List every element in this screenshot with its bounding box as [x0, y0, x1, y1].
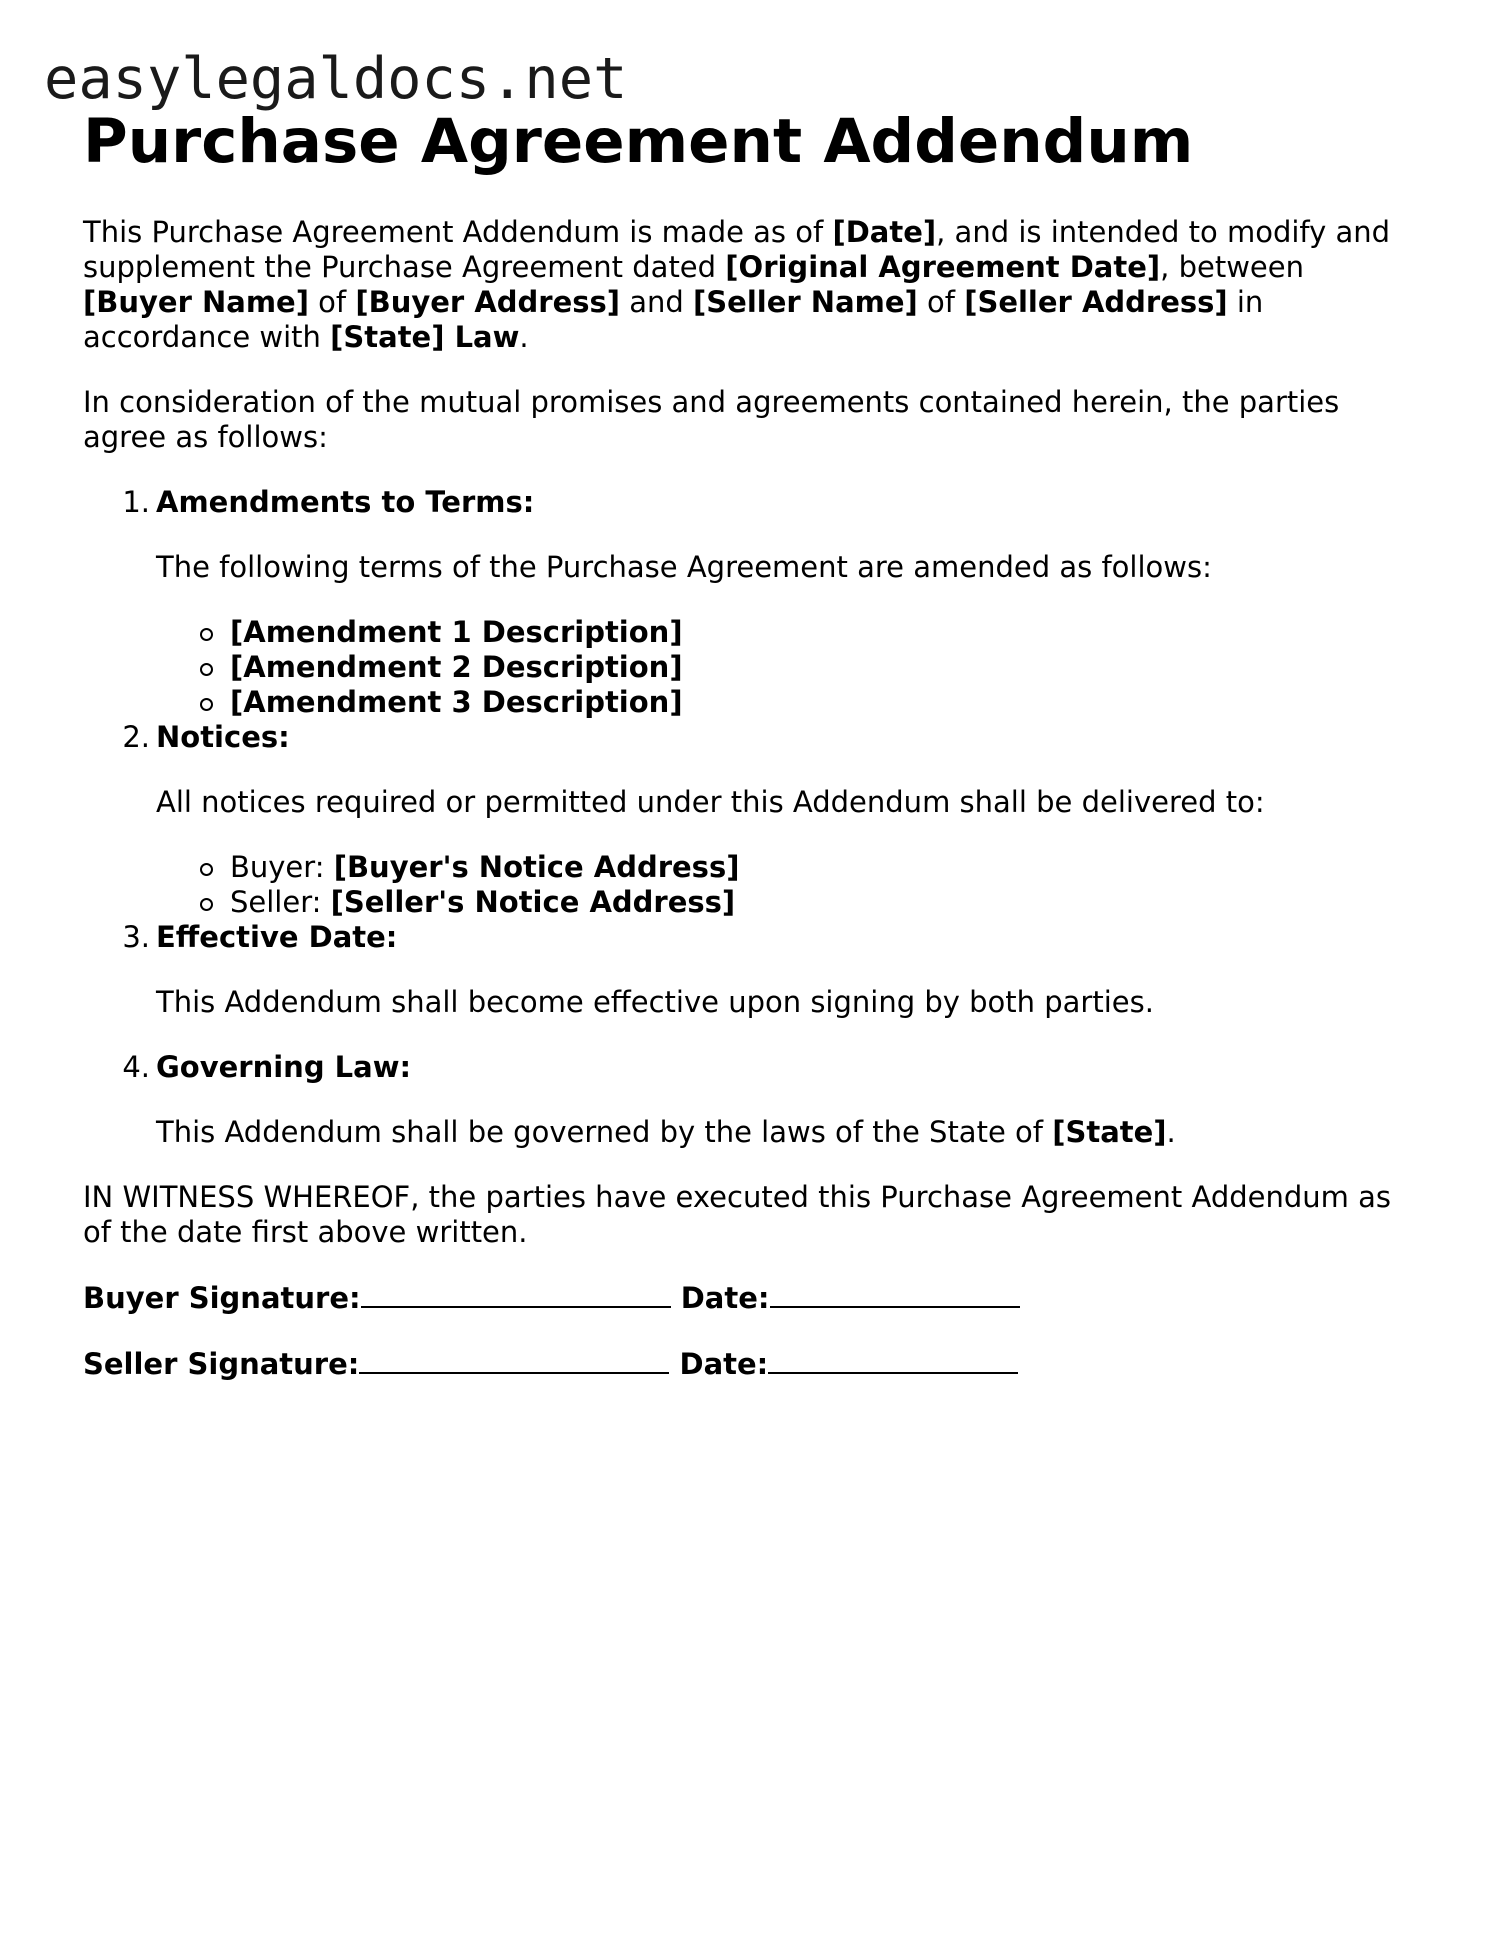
intro-text: . — [519, 320, 529, 354]
list-item — [156, 615, 1423, 650]
section-body: All notices required or permitted under this Addendum shall be delivered to: — [156, 785, 1265, 819]
amendments-list — [156, 615, 1423, 720]
date-placeholder: [Date] — [832, 215, 937, 249]
seller-address-placeholder: [Seller Address] — [964, 285, 1228, 319]
state-placeholder: [State] — [1052, 1115, 1167, 1149]
seller-name-placeholder: [Seller Name] — [693, 285, 918, 319]
section-heading: Notices: — [156, 720, 290, 754]
circle-bullet-icon — [200, 628, 213, 641]
governing-law-end: . — [1166, 1115, 1176, 1149]
section-body — [156, 1115, 1423, 1150]
amendment-placeholder: [Amendment 2 Description] — [230, 650, 683, 684]
section-number: 4. — [122, 1050, 150, 1084]
intro-text: , and is intended to modify and supplement the Purchase Agreement dated — [83, 215, 1391, 284]
intro-text: This Purchase Agreement Addendum is made as of — [83, 215, 833, 249]
buyer-signature-label: Buyer Signature: — [83, 1281, 361, 1315]
section-body: This Addendum shall become effective upon signing by both parties. — [156, 985, 1154, 1019]
list-item — [156, 685, 1423, 720]
seller-signature-blank — [359, 1346, 669, 1374]
notices-list — [156, 850, 1423, 920]
intro-text: , between — [1160, 250, 1304, 284]
buyer-signature-blank — [361, 1280, 671, 1308]
date-label: Date: — [680, 1281, 770, 1315]
circle-bullet-icon — [200, 698, 213, 711]
document-body — [83, 104, 1423, 1382]
buyer-address-placeholder: [Buyer Address] — [355, 285, 621, 319]
seller-signature-line — [83, 1346, 1423, 1382]
governing-law-text: This Addendum shall be governed by the laws of the State of — [156, 1115, 1053, 1149]
intro-text: in accordance with — [83, 285, 1264, 354]
consideration-paragraph: In consideration of the mutual promises and agreements contained herein, the parties agree as follows: — [83, 385, 1340, 454]
buyer-name-placeholder: [Buyer Name] — [83, 285, 309, 319]
list-item — [156, 885, 1423, 920]
list-item — [156, 650, 1423, 685]
state-law-placeholder: [State] Law — [330, 320, 520, 354]
intro-text: and — [620, 285, 694, 319]
sections-list — [83, 485, 1423, 1150]
buyer-date-blank — [770, 1280, 1020, 1308]
seller-signature-label: Seller Signature: — [83, 1347, 360, 1381]
seller-notice-placeholder: [Seller's Notice Address] — [330, 885, 736, 919]
section-governing-law — [83, 1050, 1423, 1150]
notice-label: Buyer: — [230, 850, 334, 884]
circle-bullet-icon — [200, 898, 213, 911]
section-heading: Governing Law: — [156, 1050, 412, 1084]
original-date-placeholder: [Original Agreement Date] — [725, 250, 1161, 284]
circle-bullet-icon — [200, 863, 213, 876]
buyer-signature-line — [83, 1280, 1423, 1316]
witness-paragraph: IN WITNESS WHEREOF, the parties have executed this Purchase Agreement Addendum as of the date first above written. — [83, 1180, 1391, 1249]
date-label: Date: — [679, 1347, 769, 1381]
section-notices — [83, 720, 1423, 920]
section-effective-date — [83, 920, 1423, 1020]
section-amendments — [83, 485, 1423, 720]
site-watermark: easylegaldocs.net — [44, 46, 628, 112]
buyer-notice-placeholder: [Buyer's Notice Address] — [333, 850, 740, 884]
section-heading: Effective Date: — [156, 920, 398, 954]
section-number: 3. — [122, 920, 150, 954]
section-number: 2. — [122, 720, 150, 754]
amendment-placeholder: [Amendment 1 Description] — [230, 615, 683, 649]
section-number: 1. — [122, 485, 150, 519]
list-item — [156, 850, 1423, 885]
amendment-placeholder: [Amendment 3 Description] — [230, 685, 683, 719]
section-body: The following terms of the Purchase Agreement are amended as follows: — [156, 550, 1212, 584]
intro-paragraph — [83, 215, 1423, 355]
intro-text: of — [308, 285, 356, 319]
circle-bullet-icon — [200, 663, 213, 676]
notice-label: Seller: — [230, 885, 331, 919]
document-title: Purchase Agreement Addendum — [83, 106, 1194, 177]
section-heading: Amendments to Terms: — [156, 485, 535, 519]
seller-date-blank — [768, 1346, 1018, 1374]
intro-text: of — [917, 285, 965, 319]
